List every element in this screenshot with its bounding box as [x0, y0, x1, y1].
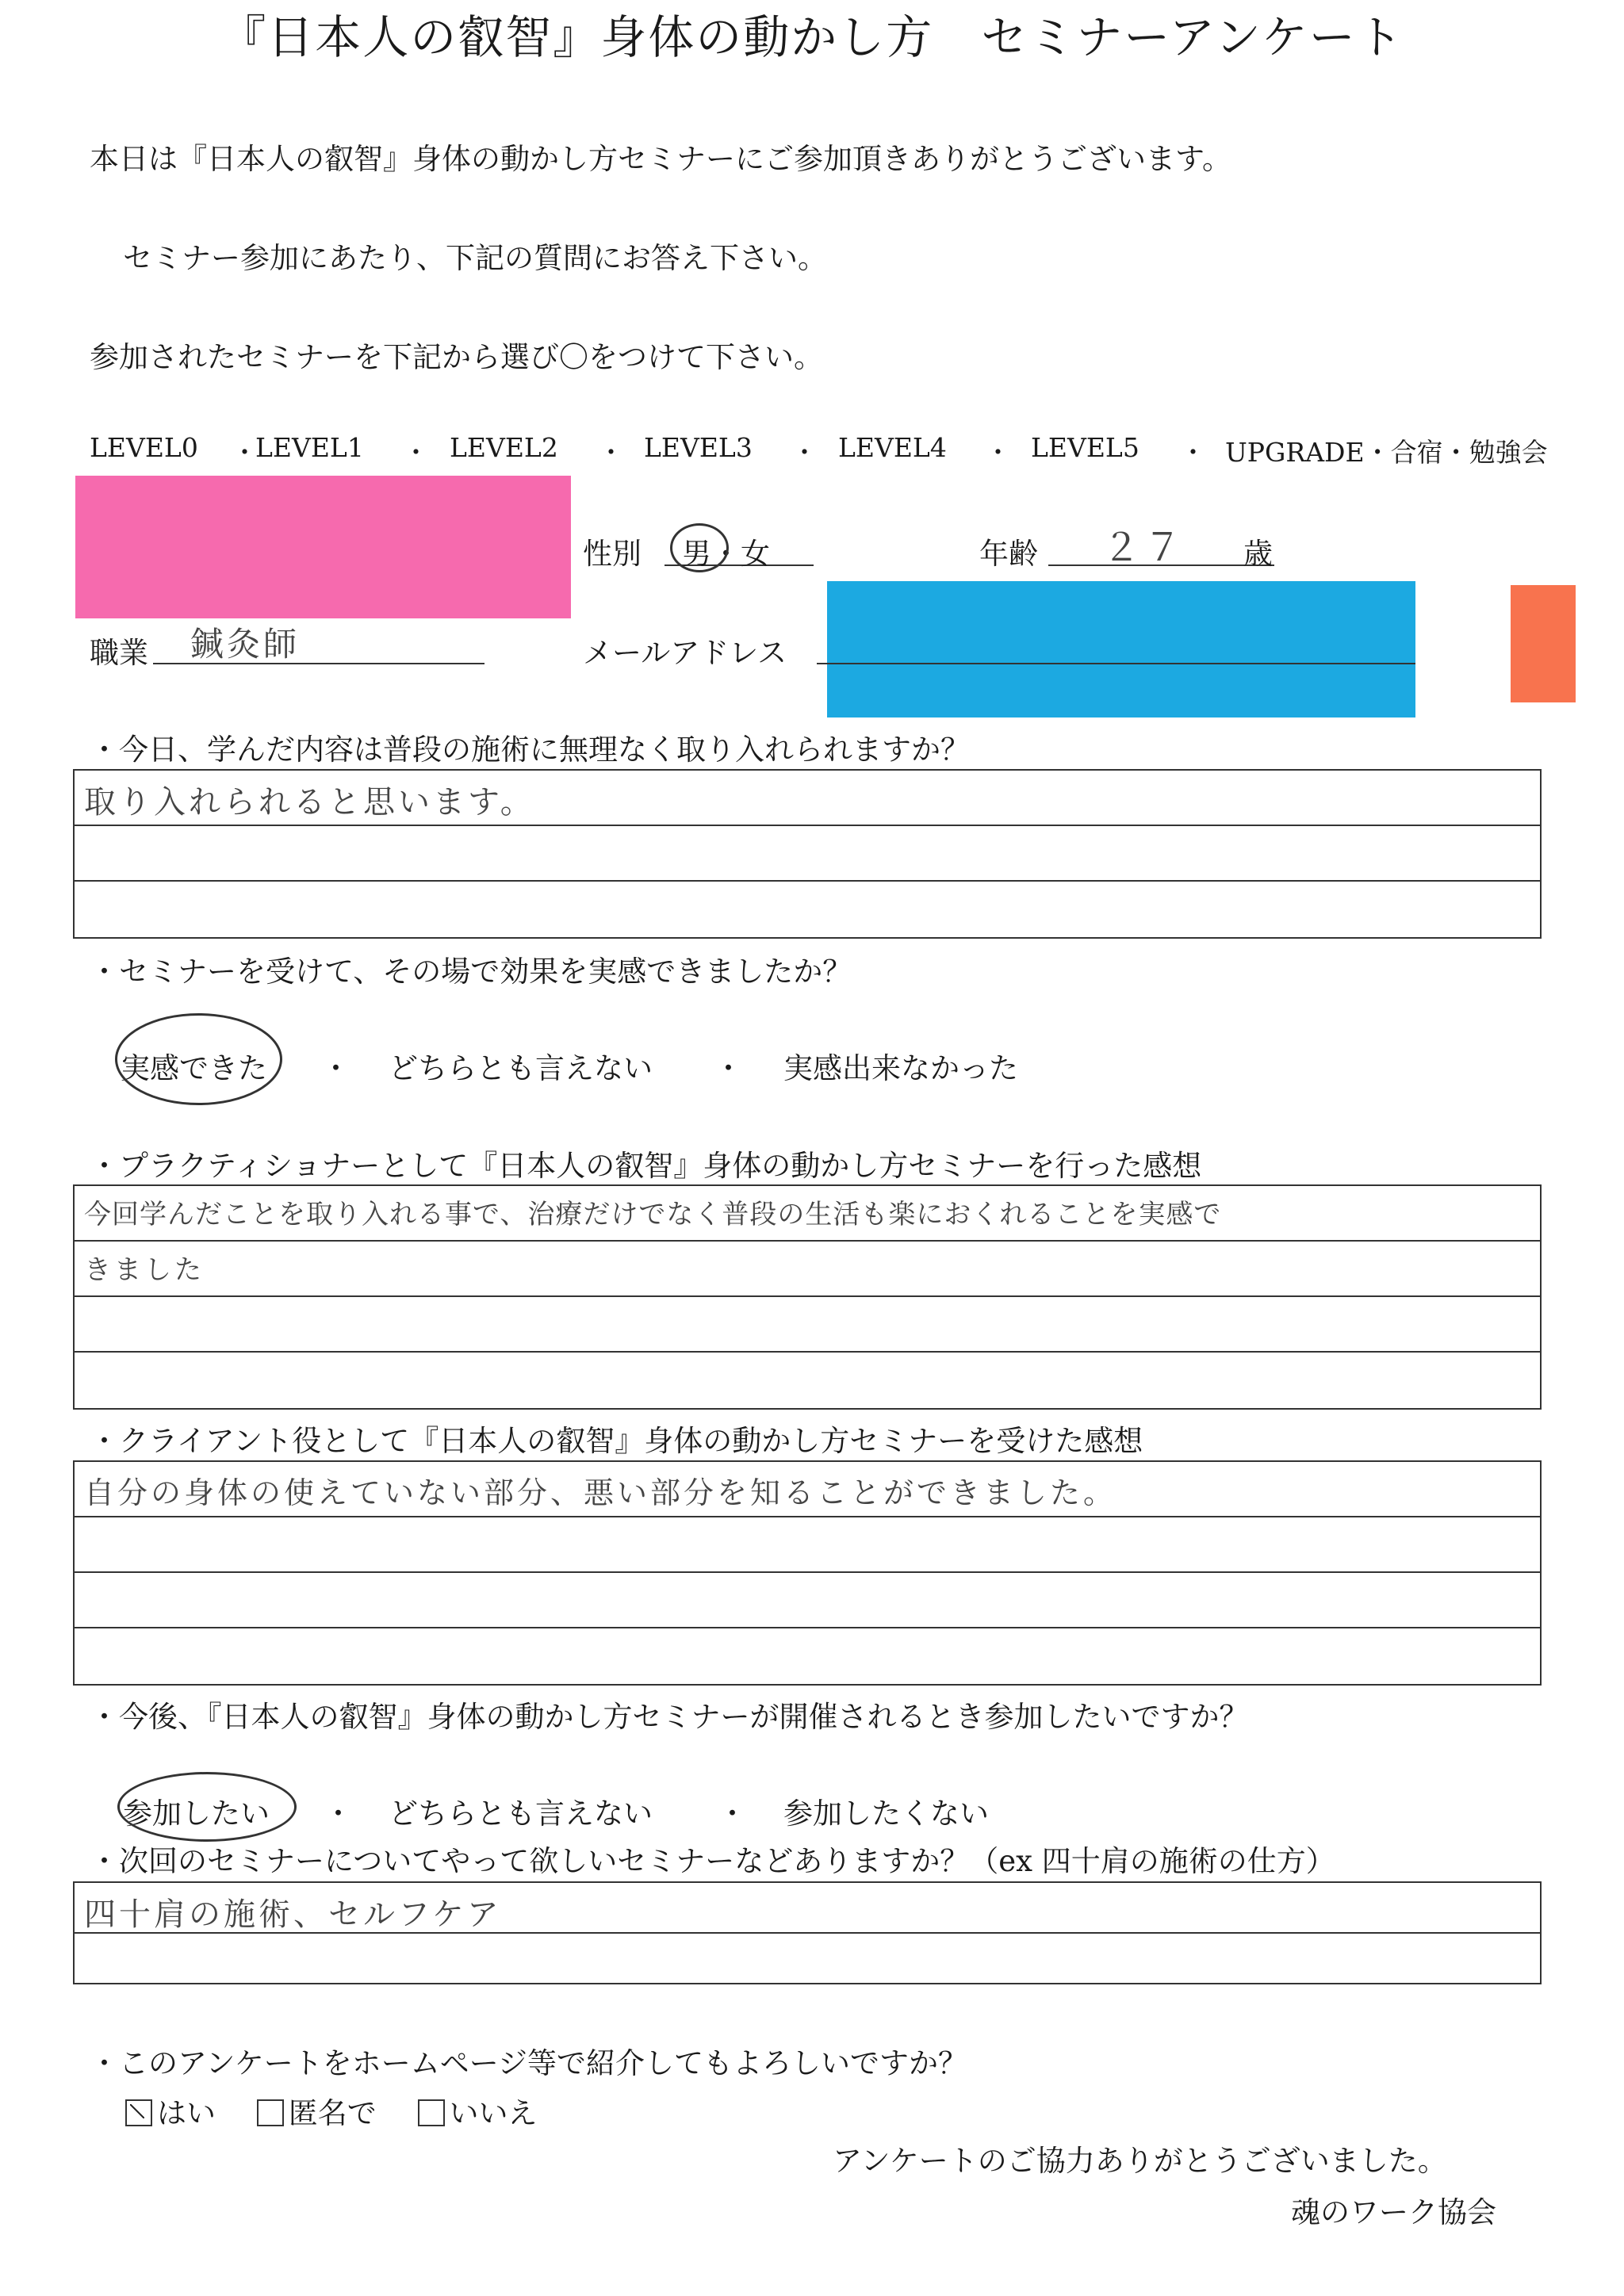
separator: ・ — [714, 1051, 743, 1085]
intro-line-1: 本日は『日本人の叡智』身体の動かし方セミナーにご参加頂きありがとうございます。 — [90, 142, 1232, 176]
answer-line — [75, 1517, 1540, 1573]
answer-line — [75, 1186, 1540, 1242]
q5-option[interactable]: どちらとも言えない — [389, 1797, 653, 1831]
separator: ・ — [324, 1797, 353, 1831]
gender-circle — [670, 523, 729, 572]
q4-question: ・クライアント役として『日本人の叡智』身体の動かし方セミナーを受けた感想 — [90, 1424, 1143, 1458]
separator: ・ — [598, 437, 624, 468]
sticker — [1511, 585, 1576, 702]
intro-line-3: 参加されたセミナーを下記から選び〇をつけて下さい。 — [90, 340, 823, 374]
q3-answer-box[interactable] — [73, 1184, 1542, 1410]
separator: ・ — [232, 437, 258, 468]
separator: ・ — [1180, 437, 1206, 468]
checkbox-checked-icon[interactable] — [125, 2099, 152, 2126]
q2-question: ・セミナーを受けて、その場で効果を実感できましたか？ — [90, 955, 852, 989]
gender-options[interactable]: 男・女 — [682, 537, 770, 571]
answer-line — [75, 1242, 1540, 1297]
answer-line — [75, 1628, 1540, 1684]
age-value[interactable]: ２７ — [1102, 526, 1185, 570]
level-option[interactable]: LEVEL2 — [450, 432, 558, 463]
q2-option[interactable]: どちらとも言えない — [389, 1051, 653, 1085]
q5-selected-circle — [117, 1772, 297, 1842]
closing-message: アンケートのご協力ありがとうございました。 — [833, 2144, 1447, 2178]
email-label: メールアドレス — [583, 636, 787, 670]
answer-line — [75, 1353, 1540, 1408]
q7-options — [125, 2089, 538, 2132]
answer-line — [75, 1883, 1540, 1934]
q2-option[interactable]: 実感できた — [121, 1051, 267, 1085]
level-option[interactable]: LEVEL5 — [1031, 432, 1139, 463]
q7-option-anonymous[interactable]: 匿名で — [257, 2096, 377, 2130]
answer-line — [75, 1297, 1540, 1353]
level-option[interactable]: LEVEL1 — [255, 432, 364, 463]
answer-text: 今回学んだことを取り入れる事で、治療だけでなく普段の生活も楽におくれることを実感で — [84, 1199, 1222, 1230]
answer-text: 取り入れられると思います。 — [84, 784, 535, 821]
page-title: 『日本人の叡智』身体の動かし方 セミナーアンケート — [220, 10, 1404, 64]
level-option[interactable]: LEVEL3 — [644, 432, 753, 463]
q1-question: ・今日、学んだ内容は普段の施術に無理なく取り入れられますか？ — [90, 733, 970, 767]
answer-line — [75, 1934, 1540, 1984]
q3-question: ・プラクティショナーとして『日本人の叡智』身体の動かし方セミナーを行った感想 — [90, 1149, 1202, 1183]
separator: ・ — [718, 1797, 747, 1831]
q2-selected-circle — [115, 1013, 282, 1105]
q2-option[interactable]: 実感出来なかった — [783, 1051, 1018, 1085]
email-underline — [817, 663, 1415, 664]
q7-option-no[interactable]: いいえ — [418, 2096, 538, 2130]
organization-name: 魂のワーク協会 — [1291, 2195, 1496, 2229]
job-value[interactable]: 鍼灸師 — [190, 625, 301, 664]
job-label: 職業 — [90, 636, 148, 670]
separator: ・ — [321, 1051, 350, 1085]
q6-answer-box[interactable] — [73, 1881, 1542, 1984]
q4-answer-box[interactable] — [73, 1460, 1542, 1686]
name-redaction — [75, 476, 571, 618]
q5-question: ・今後、『日本人の叡智』身体の動かし方セミナーが開催されるとき参加したいですか？ — [90, 1700, 1249, 1734]
answer-line — [75, 771, 1540, 826]
gender-label: 性別 — [583, 537, 642, 571]
answer-line — [75, 826, 1540, 882]
q5-option[interactable]: 参加したい — [123, 1797, 270, 1831]
q5-option[interactable]: 参加したくない — [783, 1797, 989, 1831]
q6-question: ・次回のセミナーについてやって欲しいセミナーなどありますか？（ex 四十肩の施術の仕方） — [90, 1844, 1335, 1878]
separator: ・ — [403, 437, 429, 468]
age-label: 年齢 — [979, 537, 1038, 571]
level-option[interactable]: LEVEL4 — [838, 432, 947, 463]
q7-option-yes[interactable]: はい — [125, 2096, 216, 2130]
checkbox-icon[interactable] — [418, 2099, 445, 2126]
answer-text: きました — [84, 1254, 205, 1286]
level-option[interactable]: LEVEL0 — [90, 432, 198, 463]
q1-answer-box[interactable] — [73, 769, 1542, 939]
separator: ・ — [985, 437, 1011, 468]
answer-line — [75, 882, 1540, 937]
age-unit: 歳 — [1243, 537, 1273, 571]
q7-question: ・このアンケートをホームページ等で紹介してもよろしいですか？ — [90, 2046, 968, 2080]
email-redaction — [827, 581, 1415, 718]
answer-line — [75, 1462, 1540, 1517]
answer-text: 自分の身体の使えていない部分、悪い部分を知ることができました。 — [84, 1475, 1117, 1510]
separator: ・ — [791, 437, 818, 468]
checkbox-icon[interactable] — [257, 2099, 284, 2126]
answer-line — [75, 1573, 1540, 1628]
intro-line-2: セミナー参加にあたり、下記の質問にお答え下さい。 — [123, 241, 827, 275]
answer-text: 四十肩の施術、セルフケア — [84, 1896, 502, 1933]
level-option[interactable]: UPGRADE・合宿・勉強会 — [1225, 437, 1548, 468]
